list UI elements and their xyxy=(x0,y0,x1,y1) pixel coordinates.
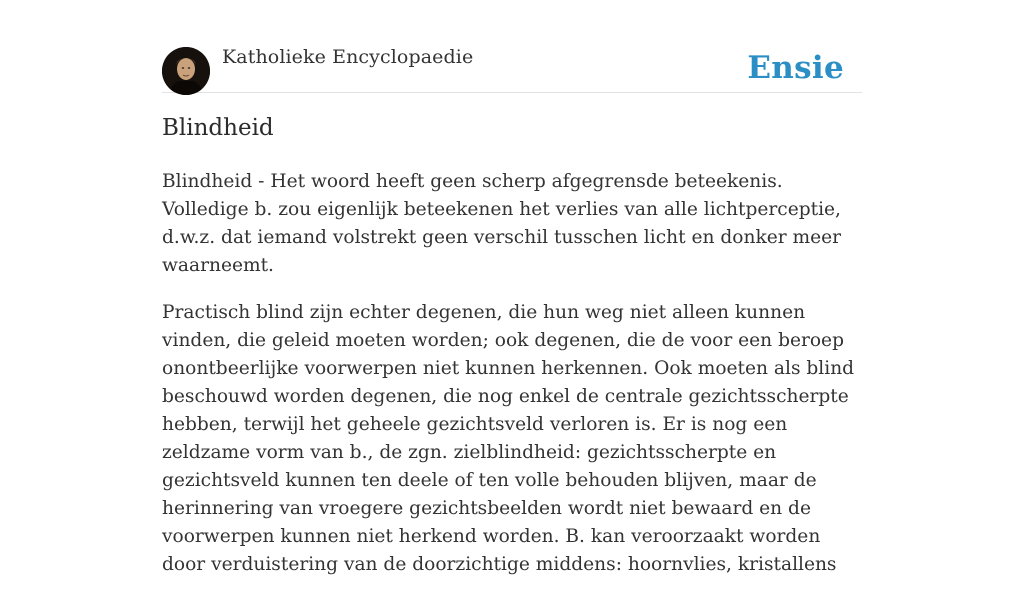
article-paragraph: Blindheid - Het woord heeft geen scherp afgegrensde beteekenis. Volledige b. zou eigenlijk beteekenen het verlies van alle lichtperceptie, d.w.z. dat iemand volstrekt geen verschil tusschen licht en donker meer waarneemt. xyxy=(162,171,842,276)
brand-logo[interactable]: Ensie xyxy=(747,50,844,86)
avatar[interactable] xyxy=(162,47,210,95)
article-title: Blindheid xyxy=(162,115,274,141)
portrait-image xyxy=(162,47,210,95)
article-body xyxy=(162,168,862,598)
header xyxy=(162,44,862,93)
site-name[interactable]: Katholieke Encyclopaedie xyxy=(222,46,474,68)
article-paragraph: Practisch blind zijn echter degenen, die hun weg niet alleen kunnen vinden, die geleid moeten worden; ook degenen, die de voor een beroep onontbeerlijke voorwerpen niet kunnen herkennen. Ook moeten als blind beschouwd worden degenen, die nog enkel de centrale gezichtsscherpte hebben, terwijl het geheele gezichtsveld verloren is. Er is nog een zeldzame vorm van b., de zgn. zielblindheid: gezichtsscherpte en gezichtsveld kunnen ten deele of ten volle behouden blijven, maar de herinnering van vroegere gezichtsbeelden wordt niet bewaard en de voorwerpen kunnen niet herkend worden. B. kan veroorzaakt worden door verduistering van de doorzichtige middens: hoornvlies, kristallens xyxy=(162,302,855,575)
